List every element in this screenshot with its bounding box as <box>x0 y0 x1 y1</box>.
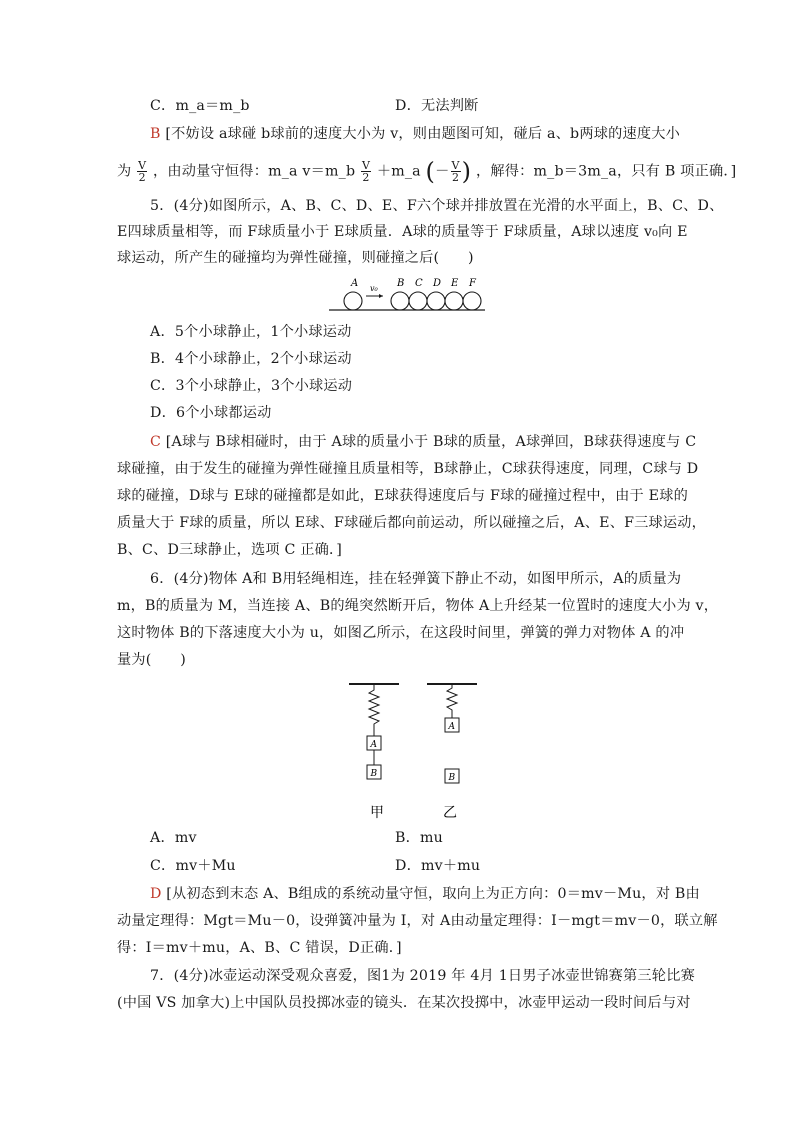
q5-answer-text-1: [A球与 B球相碰时，由于 A球的质量小于 B球的质量，A球弹回，B球获得速度与 C <box>165 434 697 450</box>
q5-stem-line-2: E四球质量相等，而 F球质量小于 E球质量．A球的质量等于 F球质量，A球以速度 v₀向 E <box>117 224 688 240</box>
q4-fraction-2-den: 2 <box>362 171 370 184</box>
q5-label-f: F <box>469 278 476 289</box>
q5-option-a: A．5个小球静止，1个小球运动 <box>150 324 352 340</box>
q7-stem-line-1: 7．(4分)冰壶运动深受观众喜爱，图1为 2019 年 4月 1日男子冰壶世锦赛第三轮比赛 <box>150 968 695 984</box>
q4-answer-line-2: 为 $\frac{V}{2}$ ，由动量守恒得：m_a v＝m_b $\frac{V}{2}$ ＋m_a (－ $\frac{V}{2}$ ) ，解得：m_b＝3m_a，只有 B 项正确．] <box>117 157 737 186</box>
q6-option-b: B．mu <box>395 830 444 846</box>
q5-label-v0: v₀ <box>370 284 378 293</box>
q4-fraction-1-den: 2 <box>138 171 146 184</box>
q6-block-a-jia-label: A <box>370 740 377 750</box>
q4-answer-letter: B <box>150 126 161 142</box>
q5-ball-d <box>427 292 445 310</box>
q5-answer-letter: C <box>150 434 162 450</box>
q5-ball-a <box>344 292 362 310</box>
q4-answer-text-2b: ，由动量守恒得：m_a v＝m_b <box>152 163 356 180</box>
q4-paren-close: ) <box>461 157 472 186</box>
q6-stem-line-2: m，B的质量为 M，当连接 A、B的绳突然断开后，物体 A上升经某一位置时的速度大小为 v， <box>117 598 719 614</box>
q4-answer-text-2c: ＋m_a <box>376 163 421 180</box>
q6-block-a-yi-label: A <box>448 722 455 732</box>
q5-answer-line-3: 球的碰撞，D球与 E球的碰撞都是如此，E球获得速度后与 F球的碰撞过程中，由于 E球的 <box>117 488 688 504</box>
q6-answer-line-3: 得：I＝mv＋mu，A、B、C 错误，D正确．] <box>117 940 402 956</box>
q5-label-e: E <box>451 278 459 289</box>
q5-answer-line-1 <box>150 432 696 452</box>
q5-ball-e <box>445 292 463 310</box>
q6-option-c: C．mv＋Mu <box>150 858 236 874</box>
q5-stem-line-1: 5．(4分)如图所示，A、B、C、D、E、F六个球并排放置在光滑的水平面上，B、C、D、 <box>150 198 724 214</box>
q6-answer-text-1: [从初态到末态 A、B组成的系统动量守恒，取向上为正方向：0＝mv－Mu，对 B由 <box>166 886 700 902</box>
q4-answer-text-2d: ，解得：m_b＝3m_a，只有 B 项正确．] <box>475 163 737 180</box>
q5-ball-b <box>391 292 409 310</box>
q5-answer-line-2: 球碰撞，由于发生的碰撞为弹性碰撞且质量相等，B球静止，C球获得速度，同理，C球与 D <box>117 461 699 477</box>
q4-option-c: C．m_a＝m_b <box>150 98 250 114</box>
q6-caption-jia: 甲 <box>370 805 384 821</box>
q5-label-d: D <box>433 278 442 289</box>
q6-spring-jia <box>369 684 379 736</box>
q6-caption-yi: 乙 <box>443 805 457 821</box>
q5-balls-figure <box>325 274 495 316</box>
q4-fraction-1-num: V <box>138 159 147 172</box>
q5-label-a: A <box>351 278 359 289</box>
q6-spring-yi <box>447 684 457 718</box>
q6-stem-line-3: 这时物体 B的下落速度大小为 u，如图乙所示，在这段时间里，弹簧的弹力对物体 A 的冲 <box>117 625 685 641</box>
q4-option-d: D．无法判断 <box>395 98 479 114</box>
q6-option-a: A．mv <box>150 830 197 846</box>
q4-fraction-2-num: V <box>361 159 371 172</box>
q5-ball-f <box>463 292 481 310</box>
q4-fraction-1 <box>137 160 147 183</box>
q4-fraction-3 <box>451 160 461 183</box>
q6-answer-line-2: 动量定理得：Mgt＝Mu－0，设弹簧冲量为 I，对 A由动量定理得：I－mgt＝mv－0，联立解 <box>117 913 718 929</box>
q4-fraction-3-den: 2 <box>451 171 460 184</box>
q6-answer-letter: D <box>150 886 162 902</box>
q5-option-b: B．4个小球静止，2个小球运动 <box>150 351 352 367</box>
q4-answer-text-1: [不妨设 a球碰 b球前的速度大小为 v，则由题图可知，碰后 a、b两球的速度大小 <box>165 126 681 142</box>
q6-block-b-jia-label: B <box>370 769 378 779</box>
q7-stem-line-2: (中国 VS 加拿大)上中国队员投掷冰壶的镜头．在某次投掷中，冰壶甲运动一段时间后与对 <box>117 995 691 1011</box>
q5-label-b: B <box>397 278 405 289</box>
q5-option-c: C．3个小球静止，3个小球运动 <box>150 378 353 394</box>
q5-velocity-arrowhead <box>379 294 383 298</box>
q5-stem-line-3: 球运动，所产生的碰撞均为弹性碰撞，则碰撞之后( ) <box>117 250 474 266</box>
q5-answer-line-5: B、C、D三球静止，选项 C 正确．] <box>117 542 343 558</box>
q6-block-b-yi-label: B <box>448 773 456 783</box>
q4-answer-line-1 <box>150 124 680 144</box>
q4-answer-text-2a: 为 <box>117 163 132 180</box>
q6-option-d: D．mv＋mu <box>395 858 481 874</box>
q6-spring-figure <box>340 676 490 824</box>
q5-answer-line-4: 质量大于 F球的质量，所以 E球、F球碰后都向前运动，所以碰撞之后，A、E、F三球运动， <box>117 515 707 531</box>
q4-fraction-2 <box>361 160 371 183</box>
q5-label-c: C <box>415 278 423 289</box>
q5-option-d: D．6个小球都运动 <box>150 405 272 421</box>
q6-stem-line-1: 6．(4分)物体 A和 B用轻绳相连，挂在轻弹簧下静止不动，如图甲所示，A的质量为 <box>150 571 682 587</box>
q4-fraction-3-num: V <box>451 159 460 172</box>
q6-stem-line-4: 量为( ) <box>117 652 187 668</box>
q4-paren-open: ( <box>425 157 436 186</box>
q5-ball-c <box>409 292 427 310</box>
q6-answer-line-1 <box>150 884 700 904</box>
